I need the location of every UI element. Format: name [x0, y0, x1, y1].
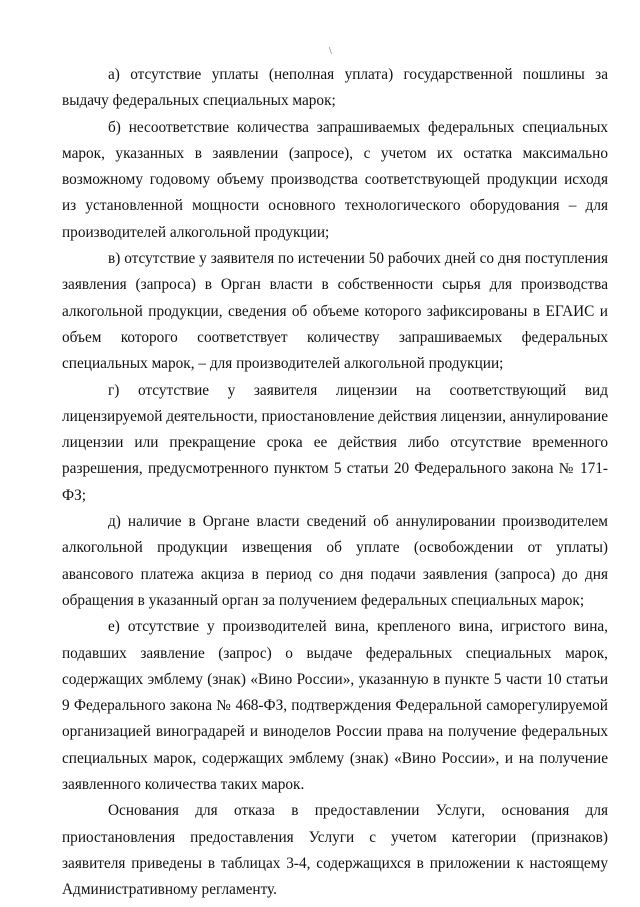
paragraph-e: е) отсутствие у производителей вина, крепленого вина, игристого вина, подавших заявление (запрос) о выдаче федеральных специальных марок, содержащих эмблему (знак) «Вино России», указанную в пункте 5 части 10 статьи 9 Федерального закона № 468-ФЗ, подтверждения Федеральной саморегулируемой организацией виноградарей и виноделов России права на получение федеральных специальных марок, содержащих эмблему (знак) «Вино России», и на получение заявленного количества таких марок. — [62, 618, 608, 794]
scan-mark: \ — [329, 46, 332, 57]
paragraph-grounds: Основания для отказа в предоставлении Услуги, основания для приостановления предоставления Услуги с учетом категории (признаков) заявителя приведены в таблицах 3-4, содержащихся в приложении к настоящему Административному регламенту. — [62, 802, 608, 899]
paragraph-v: в) отсутствие у заявителя по истечении 50 рабочих дней со дня поступления заявления (запроса) в Орган власти в собственности сырья для производства алкогольной продукции, сведения об объеме которого зафиксированы в ЕГАИС и объем которого соответствует количеству запрашиваемых федеральных специальных марок, – для производителей алкогольной продукции; — [62, 250, 608, 373]
paragraph-a: а) отсутствие уплаты (неполная уплата) государственной пошлины за выдачу федеральных специальных марок; — [62, 66, 608, 110]
paragraph-d: д) наличие в Органе власти сведений об аннулировании производителем алкогольной продукции извещения об уплате (освобождении от уплаты) авансового платежа акциза в период со дня подачи заявления (запроса) до дня обращения в указанный орган за получением федеральных специальных марок; — [62, 513, 608, 609]
document-body — [62, 62, 608, 904]
paragraph-b: б) несоответствие количества запрашиваемых федеральных специальных марок, указанных в заявлении (запросе), с учетом их остатка максимально возможному годовому объему производства соответствующей продукции исходя из установленной мощности основного технологического оборудования – для производителей алкогольной продукции; — [62, 118, 608, 241]
paragraph-g: г) отсутствие у заявителя лицензии на соответствующий вид лицензируемой деятельности, приостановление действия лицензии, аннулирование лицензии или прекращение срока ее действия либо отсутствие временного разрешения, предусмотренного пунктом 5 статьи 20 Федерального закона № 171-ФЗ; — [62, 381, 608, 504]
